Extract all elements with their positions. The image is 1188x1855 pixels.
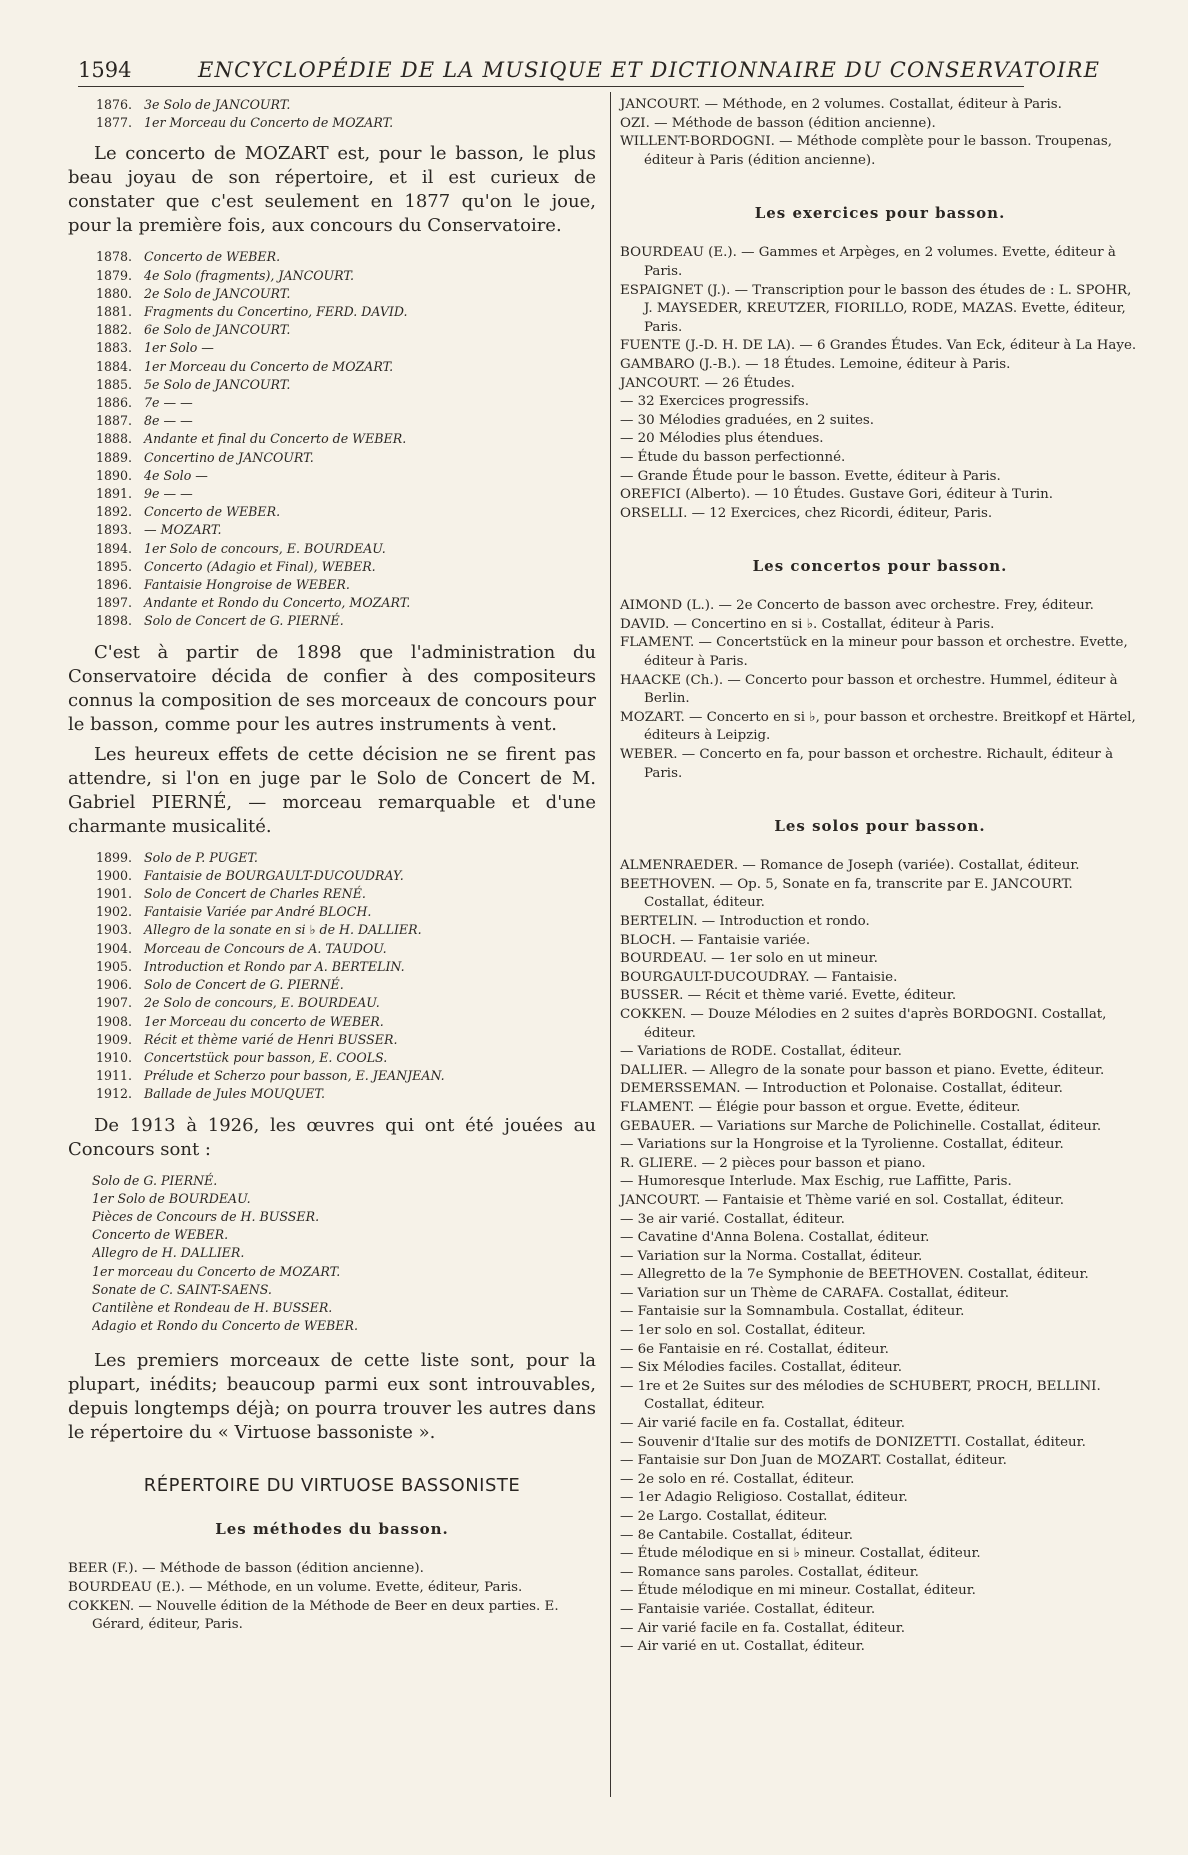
year-entry — [96, 1085, 596, 1103]
year-label: 1889. — [96, 449, 133, 465]
bibliography-entry: FUENTE (J.-D. H. DE LA). — 6 Grandes Études. Van Eck, éditeur à La Haye. — [620, 338, 1137, 354]
year-entry — [96, 485, 596, 503]
year-entry — [96, 612, 596, 630]
year-entry — [96, 540, 596, 558]
work-title: Andante et final du Concerto de WEBER. — [144, 431, 407, 447]
bibliography-entry: — Étude mélodique en si ♭ mineur. Costallat, éditeur. — [620, 1546, 981, 1562]
work-title: Ballade de Jules MOUQUET. — [144, 1086, 325, 1102]
bibliography-entry: — 2e solo en ré. Costallat, éditeur. — [620, 1471, 855, 1487]
bibliography-entry: — Variation sur la Norma. Costallat, éditeur. — [620, 1248, 923, 1264]
year-label: 1890. — [96, 467, 133, 483]
bibliography-entry: OREFICI (Alberto). — 10 Études. Gustave Gori, éditeur à Turin. — [620, 487, 1054, 503]
bibliography-entry: — Air varié facile en fa. Costallat, éditeur. — [620, 1416, 905, 1432]
work-title: 7e — — — [144, 395, 193, 411]
work-title: 3e Solo de JANCOURT. — [144, 97, 291, 112]
solos-list — [620, 857, 1140, 1657]
column-divider — [610, 92, 611, 1797]
year-label: 1911. — [96, 1068, 133, 1084]
bibliography-entry: WILLENT-BORDOGNI. — Méthode complète pour le basson. Troupenas, éditeur à Paris (édition ancienne). — [620, 134, 1112, 168]
bibliography-entry: GAMBARO (J.-B.). — 18 Études. Lemoine, éditeur à Paris. — [620, 356, 1011, 372]
work-title: — MOZART. — [144, 522, 222, 538]
work-title: 8e — — — [144, 413, 193, 429]
left-column — [68, 96, 596, 1635]
bibliography-entry: — Fantaisie sur Don Juan de MOZART. Costallat, éditeur. — [620, 1453, 1007, 1469]
work-title: Concerto de WEBER. — [144, 504, 281, 520]
work-title: 9e — — — [144, 486, 193, 502]
bibliography-entry: — Romance sans paroles. Costallat, éditeur. — [620, 1564, 919, 1580]
bibliography-entry: DALLIER. — Allegro de la sonate pour basson et piano. Evette, éditeur. — [620, 1062, 1105, 1078]
bibliography-entry: — Air varié en ut. Costallat, éditeur. — [620, 1639, 865, 1655]
work-title: Concerto (Adagio et Final), WEBER. — [144, 558, 376, 574]
bibliography-entry: — Étude mélodique en mi mineur. Costallat, éditeur. — [620, 1583, 976, 1599]
bibliography-entry: — Variation sur un Thème de CARAFA. Costallat, éditeur. — [620, 1285, 1009, 1301]
bibliography-entry: BOURDEAU. — 1er solo en ut mineur. — [620, 951, 878, 967]
work-title: Solo de Concert de G. PIERNÉ. — [144, 977, 344, 993]
exercices-heading: Les exercices pour basson. — [754, 204, 1006, 223]
year-label: 1877. — [96, 115, 133, 131]
year-entry — [96, 1013, 596, 1031]
work-title: Récit et thème varié de Henri BUSSER. — [144, 1031, 398, 1047]
bibliography-entry: — 1er Adagio Religioso. Costallat, éditeur. — [620, 1490, 908, 1506]
work-title: Morceau de Concours de A. TAUDOU. — [144, 940, 387, 956]
year-entry — [96, 248, 596, 266]
methodes-heading: Les méthodes du basson. — [215, 1520, 449, 1539]
year-entry — [96, 96, 596, 114]
bibliography-entry: ESPAIGNET (J.). — Transcription pour le basson des études de : L. SPOHR, J. MAYSEDER, KREUTZER, FIORILLO, RODE, MAZAS. Evette, éditeur, Paris. — [620, 282, 1132, 335]
year-entry — [96, 867, 596, 885]
bibliography-entry: BLOCH. — Fantaisie variée. — [620, 932, 811, 948]
work-entry: Concerto de WEBER. — [92, 1227, 229, 1243]
work-title: Concertino de JANCOURT. — [144, 449, 314, 465]
year-label: 1894. — [96, 540, 133, 556]
work-title: 4e Solo — — [144, 467, 208, 483]
bibliography-entry: — Variations de RODE. Costallat, éditeur. — [620, 1044, 902, 1060]
work-title: Allegro de la sonate en si ♭ de H. DALLIER. — [144, 922, 422, 938]
exercices-list — [620, 244, 1140, 523]
work-title: 5e Solo de JANCOURT. — [144, 376, 291, 392]
work-title: Fragments du Concertino, FERD. DAVID. — [144, 304, 408, 320]
bibliography-entry: — 32 Exercices progressifs. — [620, 394, 809, 410]
work-entry: Pièces de Concours de H. BUSSER. — [92, 1208, 320, 1224]
year-entry — [96, 903, 596, 921]
bibliography-entry: DAVID. — Concertino en si ♭. Costallat, éditeur à Paris. — [620, 616, 995, 632]
year-label: 1887. — [96, 413, 133, 429]
methodes-list — [68, 1560, 596, 1634]
work-title: 4e Solo (fragments), JANCOURT. — [144, 267, 354, 283]
bibliography-entry: BEETHOVEN. — Op. 5, Sonate en fa, transcrite par E. JANCOURT. Costallat, éditeur. — [620, 876, 1073, 911]
year-entry — [96, 849, 596, 867]
work-title: 2e Solo de concours, E. BOURDEAU. — [144, 995, 380, 1011]
year-label: 1896. — [96, 577, 133, 593]
bibliography-entry: JANCOURT. — Méthode, en 2 volumes. Costallat, éditeur à Paris. — [620, 97, 1062, 112]
bibliography-entry: — 8e Cantabile. Costallat, éditeur. — [620, 1527, 854, 1543]
paragraph-mozart: Le concerto de MOZART est, pour le basson, le plus beau joyau de son répertoire, et il est curieux de constater que c'est seulement en 1877 qu'on le joue, pour la première fois, aux concours du Conservatoire. — [68, 143, 596, 237]
work-title: Solo de P. PUGET. — [144, 849, 258, 865]
bibliography-entry: JANCOURT. — Fantaisie et Thème varié en sol. Costallat, éditeur. — [620, 1192, 1064, 1208]
work-title: Fantaisie de BOURGAULT-DUCOUDRAY. — [144, 867, 404, 883]
bibliography-entry: — Fantaisie sur la Somnambula. Costallat, éditeur. — [620, 1304, 965, 1320]
bibliography-entry: — Grande Étude pour le basson. Evette, éditeur à Paris. — [620, 468, 1001, 484]
work-title: Concertstück pour basson, E. COOLS. — [144, 1049, 388, 1065]
concertos-heading: Les concertos pour basson. — [752, 557, 1008, 576]
year-label: 1885. — [96, 376, 133, 392]
year-label: 1880. — [96, 285, 133, 301]
right-column — [620, 96, 1140, 1657]
repertoire-title: RÉPERTOIRE DU VIRTUOSE BASSONISTE — [143, 1475, 521, 1497]
bibliography-entry: WEBER. — Concerto en fa, pour basson et orchestre. Richault, éditeur à Paris. — [620, 747, 1114, 781]
year-label: 1882. — [96, 322, 133, 338]
work-entry: Adagio et Rondo du Concerto de WEBER. — [92, 1318, 358, 1334]
bibliography-entry: — 1er solo en sol. Costallat, éditeur. — [620, 1323, 866, 1339]
year-label: 1898. — [96, 613, 133, 629]
methodes-list-continued — [620, 96, 1140, 170]
year-entry — [96, 885, 596, 903]
year-entry — [96, 940, 596, 958]
year-label: 1902. — [96, 904, 133, 920]
work-title: Solo de Concert de G. PIERNÉ. — [144, 613, 344, 629]
year-label: 1899. — [96, 849, 133, 865]
year-entry — [96, 1031, 596, 1049]
year-entry — [96, 558, 596, 576]
year-entry — [96, 412, 596, 430]
year-label: 1893. — [96, 522, 133, 538]
bibliography-entry: — Étude du basson perfectionné. — [620, 449, 846, 465]
bibliography-entry: COKKEN. — Douze Mélodies en 2 suites d'après BORDOGNI. Costallat, éditeur. — [620, 1006, 1107, 1041]
year-entry — [96, 114, 596, 132]
year-entry — [96, 521, 596, 539]
bibliography-entry: FLAMENT. — Concertstück en la mineur pour basson et orchestre. Evette, éditeur à Paris. — [620, 635, 1128, 670]
bibliography-entry: ORSELLI. — 12 Exercices, chez Ricordi, éditeur, Paris. — [620, 505, 993, 521]
bibliography-entry: OZI. — Méthode de basson (édition ancienne). — [620, 115, 936, 131]
year-entry — [96, 339, 596, 357]
year-label: 1883. — [96, 340, 133, 356]
bibliography-entry: — 6e Fantaisie en ré. Costallat, éditeur. — [620, 1341, 889, 1357]
year-entry — [96, 976, 596, 994]
year-entry — [96, 394, 596, 412]
year-entry — [96, 321, 596, 339]
work-title: Fantaisie Hongroise de WEBER. — [144, 577, 350, 593]
year-label: 1912. — [96, 1086, 133, 1102]
work-title: Introduction et Rondo par A. BERTELIN. — [144, 958, 405, 974]
solos-heading: Les solos pour basson. — [774, 817, 986, 836]
year-label: 1884. — [96, 358, 133, 374]
bibliography-entry: — 20 Mélodies plus étendues. — [620, 431, 824, 447]
year-label: 1891. — [96, 486, 133, 502]
year-entry — [96, 594, 596, 612]
bibliography-entry: — Souvenir d'Italie sur des motifs de DONIZETTI. Costallat, éditeur. — [620, 1434, 1086, 1450]
year-entry — [96, 303, 596, 321]
year-entry — [96, 921, 596, 939]
year-label: 1907. — [96, 995, 133, 1011]
works-1913-1926 — [68, 1172, 596, 1336]
bibliography-entry: — Air varié facile en fa. Costallat, éditeur. — [620, 1620, 905, 1636]
paragraph-pierne: Les heureux effets de cette décision ne se firent pas attendre, si l'on en juge par le Solo de Concert de M. Gabriel PIERNÉ, — morceau remarquable et d'une charmante musicalité. — [68, 743, 596, 837]
bibliography-entry: ALMENRAEDER. — Romance de Joseph (variée). Costallat, éditeur. — [620, 858, 1080, 874]
year-label: 1888. — [96, 431, 133, 447]
year-entry — [96, 958, 596, 976]
bibliography-entry: COKKEN. — Nouvelle édition de la Méthode de Beer en deux parties. E. Gérard, éditeur, Paris. — [68, 1598, 559, 1633]
work-entry: 1er Solo de BOURDEAU. — [92, 1190, 251, 1206]
bibliography-entry: — Cavatine d'Anna Bolena. Costallat, éditeur. — [620, 1230, 930, 1246]
year-label: 1879. — [96, 267, 133, 283]
work-title: Andante et Rondo du Concerto, MOZART. — [144, 595, 411, 611]
year-entry — [96, 267, 596, 285]
year-label: 1900. — [96, 867, 133, 883]
bibliography-entry: — Fantaisie variée. Costallat, éditeur. — [620, 1601, 876, 1617]
concertos-list — [620, 597, 1140, 783]
work-title: Fantaisie Variée par André BLOCH. — [144, 904, 372, 920]
paragraph-1898: C'est à partir de 1898 que l'administration du Conservatoire décida de confier à des compositeurs connus la composition de ses morceaux de concours pour le basson, comme pour les autres instruments à vent. — [68, 641, 596, 735]
year-list-1878-1898 — [68, 248, 596, 630]
page-header — [78, 56, 1101, 87]
year-label: 1881. — [96, 304, 133, 320]
year-label: 1886. — [96, 395, 133, 411]
year-label: 1910. — [96, 1049, 133, 1065]
bibliography-entry: R. GLIERE. — 2 pièces pour basson et piano. — [620, 1155, 926, 1171]
work-title: 1er Morceau du Concerto de MOZART. — [144, 115, 394, 131]
year-entry — [96, 576, 596, 594]
bibliography-entry: — Six Mélodies faciles. Costallat, éditeur. — [620, 1360, 902, 1376]
bibliography-entry: — Humoresque Interlude. Max Eschig, rue Laffitte, Paris. — [620, 1174, 1012, 1190]
bibliography-entry: BOURGAULT-DUCOUDRAY. — Fantaisie. — [620, 969, 898, 985]
work-entry: Cantilène et Rondeau de H. BUSSER. — [92, 1299, 333, 1315]
work-title: Concerto de WEBER. — [144, 249, 281, 265]
work-entry: Allegro de H. DALLIER. — [92, 1245, 245, 1261]
paragraph-1913-1926: De 1913 à 1926, les œuvres qui ont été jouées au Concours sont : — [68, 1114, 596, 1160]
work-entry: Sonate de C. SAINT-SAENS. — [92, 1281, 272, 1297]
bibliography-entry: — Allegretto de la 7e Symphonie de BEETHOVEN. Costallat, éditeur. — [620, 1267, 1089, 1283]
year-label: 1903. — [96, 922, 133, 938]
work-title: 1er Solo — — [144, 340, 214, 356]
running-title: ENCYCLOPÉDIE DE LA MUSIQUE ET DICTIONNAIRE DU CONSERVATOIRE — [198, 58, 1101, 82]
year-label: 1906. — [96, 977, 133, 993]
year-label: 1895. — [96, 558, 133, 574]
year-entry — [96, 285, 596, 303]
bibliography-entry: DEMERSSEMAN. — Introduction et Polonaise. Costallat, éditeur. — [620, 1081, 1063, 1097]
work-entry: 1er morceau du Concerto de MOZART. — [92, 1263, 341, 1279]
year-entry — [96, 467, 596, 485]
year-label: 1878. — [96, 249, 133, 265]
work-title: Prélude et Scherzo pour basson, E. JEANJEAN. — [144, 1068, 445, 1084]
bibliography-entry: FLAMENT. — Élégie pour basson et orgue. Evette, éditeur. — [620, 1099, 1021, 1115]
year-label: 1901. — [96, 886, 133, 902]
year-entry — [96, 503, 596, 521]
bibliography-entry: GEBAUER. — Variations sur Marche de Polichinelle. Costallat, éditeur. — [620, 1118, 1102, 1134]
work-title: Solo de Concert de Charles RENÉ. — [144, 886, 366, 902]
bibliography-entry: — 30 Mélodies graduées, en 2 suites. — [620, 412, 875, 428]
work-entry: Solo de G. PIERNÉ. — [92, 1172, 218, 1188]
year-entry — [96, 449, 596, 467]
bibliography-entry: BERTELIN. — Introduction et rondo. — [620, 914, 870, 929]
bibliography-entry: BOURDEAU (E.). — Méthode, en un volume. Evette, éditeur, Paris. — [68, 1579, 523, 1595]
page-number: 1594 — [78, 58, 132, 82]
paragraph-inedits: Les premiers morceaux de cette liste sont, pour la plupart, inédits; beaucoup parmi eux sont introuvables, depuis longtemps déjà; on pourra trouver les autres dans le répertoire du « Virtuose bassoniste ». — [68, 1350, 596, 1444]
work-title: 6e Solo de JANCOURT. — [144, 322, 291, 338]
year-entry — [96, 1049, 596, 1067]
bibliography-entry: — 2e Largo. Costallat, éditeur. — [620, 1509, 828, 1524]
year-label: 1905. — [96, 958, 133, 974]
year-label: 1897. — [96, 595, 133, 611]
work-title: 1er Solo de concours, E. BOURDEAU. — [144, 540, 386, 556]
year-list-top — [68, 96, 596, 132]
work-title: 1er Morceau du Concerto de MOZART. — [144, 358, 394, 374]
bibliography-entry: — 3e air varié. Costallat, éditeur. — [620, 1211, 845, 1227]
work-title: 1er Morceau du concerto de WEBER. — [144, 1013, 384, 1029]
bibliography-entry: — 1re et 2e Suites sur des mélodies de SCHUBERT, PROCH, BELLINI. Costallat, éditeur. — [620, 1378, 1101, 1413]
year-label: 1908. — [96, 1013, 133, 1029]
year-entry — [96, 1067, 596, 1085]
bibliography-entry: HAACKE (Ch.). — Concerto pour basson et orchestre. Hummel, éditeur à Berlin. — [620, 672, 1118, 707]
year-list-1899-1912 — [68, 849, 596, 1104]
year-label: 1909. — [96, 1031, 133, 1047]
year-entry — [96, 994, 596, 1012]
year-label: 1892. — [96, 504, 133, 520]
year-label: 1876. — [96, 97, 133, 112]
bibliography-entry: BUSSER. — Récit et thème varié. Evette, éditeur. — [620, 988, 957, 1004]
bibliography-entry: MOZART. — Concerto en si ♭, pour basson et orchestre. Breitkopf et Härtel, éditeurs à Leipzig. — [620, 709, 1136, 744]
year-entry — [96, 376, 596, 394]
bibliography-entry: JANCOURT. — 26 Études. — [620, 375, 795, 391]
bibliography-entry: AIMOND (L.). — 2e Concerto de basson avec orchestre. Frey, éditeur. — [620, 598, 1094, 614]
year-label: 1904. — [96, 940, 133, 956]
bibliography-entry: BEER (F.). — Méthode de basson (édition ancienne). — [68, 1561, 424, 1577]
bibliography-entry: BOURDEAU (E.). — Gammes et Arpèges, en 2 volumes. Evette, éditeur à Paris. — [620, 245, 1116, 279]
year-entry — [96, 430, 596, 448]
bibliography-entry: — Variations sur la Hongroise et la Tyrolienne. Costallat, éditeur. — [620, 1137, 1064, 1153]
work-title: 2e Solo de JANCOURT. — [144, 285, 291, 301]
year-entry — [96, 358, 596, 376]
